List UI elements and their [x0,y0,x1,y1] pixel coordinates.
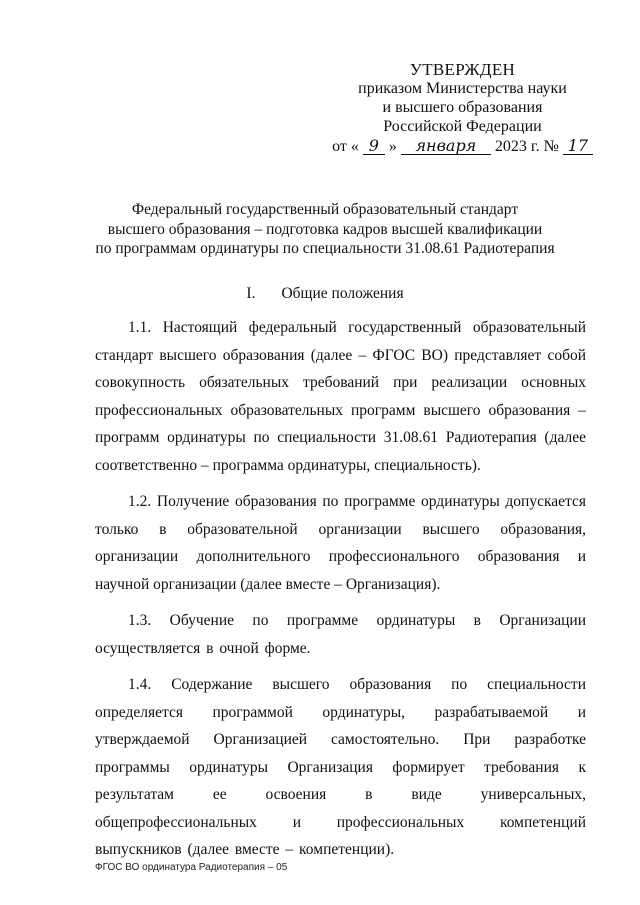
approval-date-line [330,137,595,156]
handwritten-order-number: 17 [563,138,593,155]
paragraph-1-2: 1.2. Получение образования по программе ординатуры допускается только в образовательной организации высшего образования, организации дополнительного профессионального образования и научной организации (далее вместе – Организация). [95,493,586,593]
section-heading [80,285,570,303]
paragraph-1-1: 1.1. Настоящий федеральный государственный образовательный стандарт высшего образования (далее – ФГОС ВО) представляет собой совокупность обязательных требований при реализации основных профессиональных образовательных программ высшего образования – программ ординатуры по специальности 31.08.61 Радиотерапия (далее соответственно – программа ординатуры, специальность). [95,319,586,474]
date-prefix: от « [332,138,359,155]
approval-title: УТВЕРЖДЕН [409,60,516,79]
page-footer: ФГОС ВО ординатура Радиотерапия – 05 [95,862,288,873]
approval-block [330,60,595,156]
standard-title-line-2: высшего образования – подготовка кадров высшей квалификации [107,220,543,238]
approval-line-ministry: приказом Министерства науки [358,80,567,97]
date-mid: » [388,138,397,155]
handwritten-month: января [401,138,491,155]
standard-title [80,200,570,259]
approval-line-country: Российской Федерации [383,118,542,135]
paragraph-1-3: 1.3. Обучение по программе ординатуры в Организации осуществляется в очной форме. [95,612,586,657]
document-body [95,314,586,873]
date-year: 2023 г. № [494,138,559,155]
paragraph-1-4: 1.4. Содержание высшего образования по специальности определяется программой ординатуры, разрабатываемой и утверждаемой Организацией самостоятельно. При разработке программы ординатуры Организация формирует требования к результатам ее освоения в виде универсальных, общепрофессиональных и профессиональных компетенций выпускников (далее вместе – компетенции). [95,676,586,858]
standard-title-line-3: по программам ординатуры по специальности 31.08.61 Радиотерапия [95,240,555,257]
section-title: Общие положения [281,285,404,302]
handwritten-day: 9 [363,138,385,155]
section-number: I. [246,285,256,302]
standard-title-line-1: Федеральный государственный образовательный стандарт [131,201,519,218]
approval-line-education: и высшего образования [382,99,543,116]
